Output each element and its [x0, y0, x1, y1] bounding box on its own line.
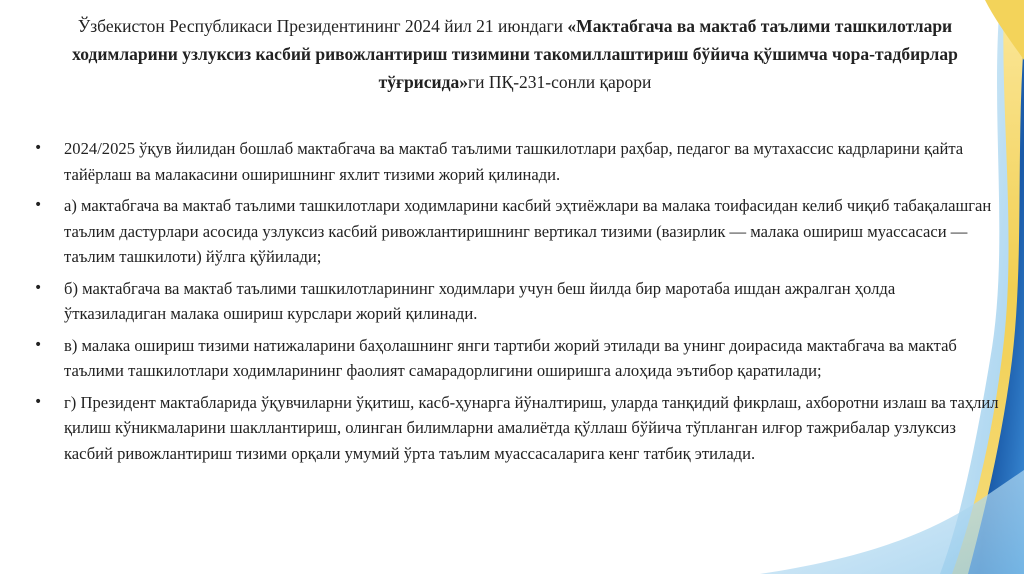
bullet-list	[34, 136, 999, 472]
bullet-text: 2024/2025 ўқув йилидан бошлаб мактабгача ва мактаб таълими ташкилотлари раҳбар, педагог ва мутахассис кадрларини қайта тайёрлаш ва малакасини оширишнинг яхлит тизими жорий қилинади.	[64, 139, 964, 184]
bullet-text: г) Президент мактабларида ўқувчиларни ўқитиш, касб-ҳунарга йўналтириш, уларда танқидий фикрлаш, ахборотни излаш ва таҳлил қилиш кўникмаларини шакллантириш, олинган билимларни амалиётда қўллаш бўйича тўпланган илғор тажрибалар узлуксиз касбий ривожлантириш тизими орқали умумий ўрта таълим муассасаларига кенг татбиқ этилади.	[64, 392, 999, 463]
bullet-marker: •	[34, 279, 43, 296]
bullet-marker: •	[34, 336, 43, 353]
bullet-text: а) мактабгача ва мактаб таълими ташкилотлари ходимларини касбий эҳтиёжлари ва малака тоифасидан келиб чиқиб табақалашган таълим дастурлари асосида узлуксиз касбий ривожлантиришнинг вертикал тизими (вазирлик — малака ошириш муассасаси — таълим ташкилоти) йўлга қўйилади;	[64, 196, 992, 266]
bullet-text: в) малака ошириш тизими натижаларини баҳолашнинг янги тартиби жорий этилади ва унинг доирасида мактабгача ва мактаб таълими ташкилотлари ходимларининг фаолият самарадорлигини оширишга алоҳида эътибор қаратилади;	[64, 335, 957, 380]
bullet-text: б) мактабгача ва мактаб таълими ташкилотларининг ходимлари учун беш йилда бир маротаба ишдан ажралган ҳолда ўтказиладиган малака ошириш курслари жорий қилинади.	[64, 278, 896, 323]
bullet-item	[34, 193, 999, 270]
bullet-item	[34, 390, 999, 467]
title-bold-part: «Мактабгача ва мактаб таълими ташкилотлари ходимларини узлуксиз касбий ривожлантириш тизимини такомиллаштириш бўйича қўшимча чора-тадбирлар тўғрисида»	[72, 16, 958, 92]
bullet-item	[34, 136, 999, 187]
bullet-marker: •	[34, 197, 43, 213]
bullet-item	[34, 333, 999, 384]
bullet-marker: •	[34, 393, 43, 410]
bullet-marker: •	[34, 140, 43, 156]
slide-title	[60, 12, 970, 96]
bullet-item	[34, 276, 999, 327]
title-part-2: ги ПҚ-231-сонли қарори	[467, 72, 652, 92]
title-part-1: Ўзбекистон Республикаси Президентининг 2024 йил 21 июндаги	[77, 16, 568, 36]
